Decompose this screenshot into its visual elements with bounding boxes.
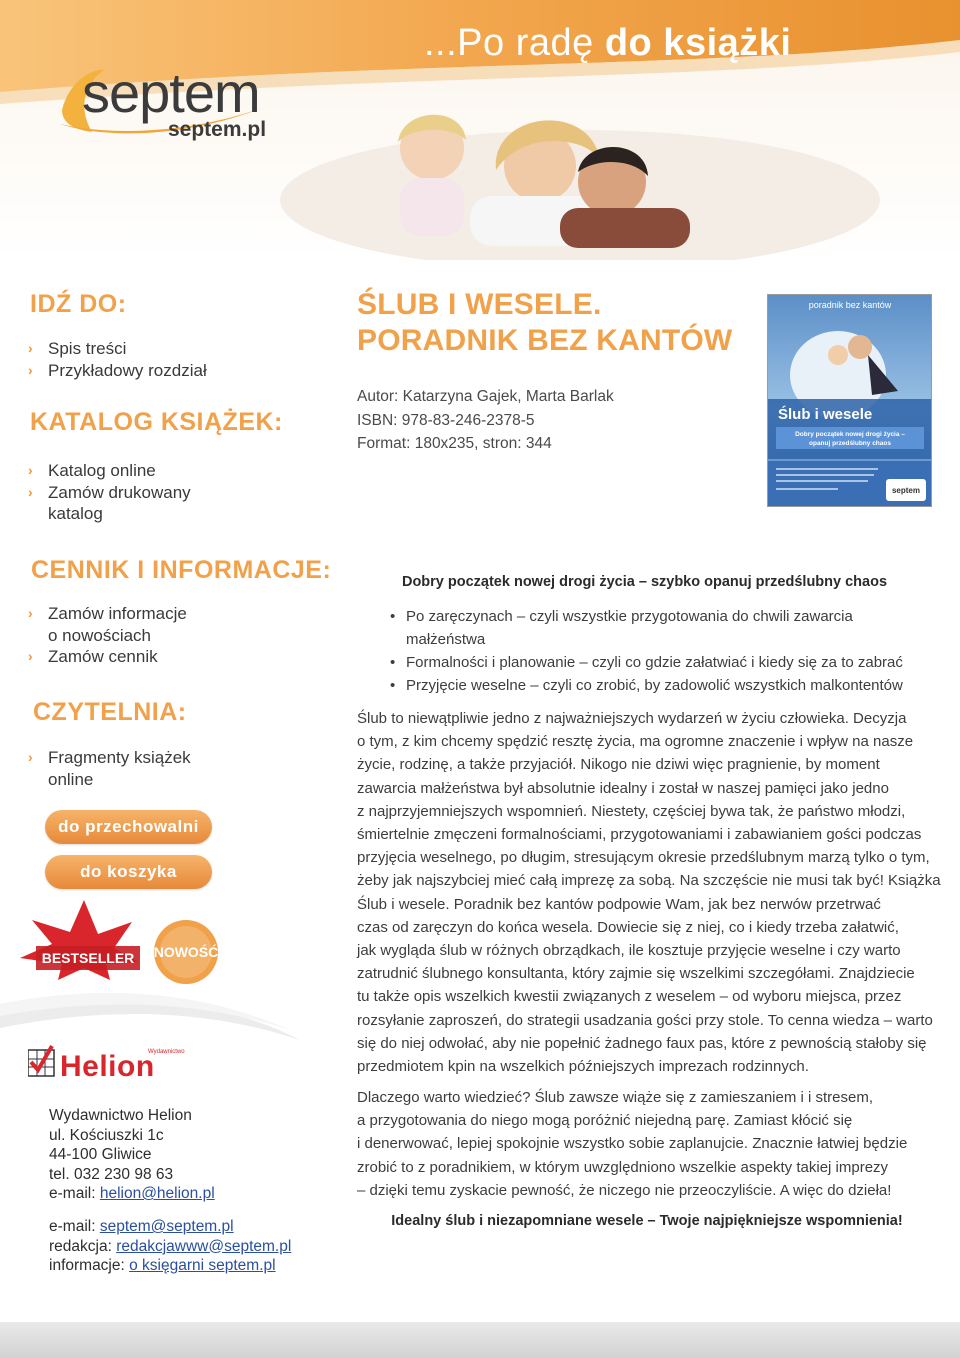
book-title-line2: PORADNIK BEZ KANTÓW bbox=[357, 324, 733, 357]
bullet-item: • Po zaręczynach – czyli wszystkie przygotowania do chwili zawarcia małżeństwa bbox=[390, 605, 935, 651]
bestseller-badge[interactable] bbox=[20, 900, 140, 980]
footer-band bbox=[0, 1322, 960, 1358]
header-tagline: ...Po radę do książki bbox=[424, 22, 792, 64]
link-sample-chapter[interactable]: › Przykładowy rozdział bbox=[28, 360, 207, 380]
book-isbn: ISBN: 978-83-246-2378-5 bbox=[357, 411, 535, 429]
catalog-heading: KATALOG KSIĄŻEK: bbox=[30, 408, 283, 436]
chevron-right-icon: › bbox=[28, 361, 33, 378]
publisher-city: 44-100 Gliwice bbox=[49, 1146, 152, 1163]
add-to-cart-button[interactable]: do koszyka bbox=[45, 855, 212, 889]
link-table-of-contents[interactable]: › Spis treści bbox=[28, 339, 127, 358]
content-subhead: Dobry początek nowej drogi życia – szybko opanuj przedślubny chaos bbox=[401, 574, 888, 590]
septem-contact bbox=[49, 1217, 291, 1276]
chevron-right-icon: › bbox=[28, 483, 33, 500]
chevron-right-icon: › bbox=[28, 749, 33, 765]
goto-list bbox=[28, 338, 207, 381]
book-title bbox=[357, 287, 757, 359]
chevron-right-icon: › bbox=[28, 605, 33, 621]
septem-logo[interactable]: septem bbox=[82, 61, 260, 124]
publisher-contact bbox=[49, 1106, 215, 1204]
book-title-line1: ŚLUB I WESELE. bbox=[357, 288, 602, 321]
bullet-item: • Formalności i planowanie – czyli co gdzie załatwiać i kiedy się za to zabrać bbox=[390, 651, 935, 674]
septem-info-link[interactable]: o księgarni septem.pl bbox=[129, 1257, 276, 1274]
book-author: Autor: Katarzyna Gajek, Marta Barlak bbox=[357, 388, 614, 405]
decorative-swoosh bbox=[0, 980, 330, 1040]
link-order-pricelist[interactable]: › Zamów cennik bbox=[28, 647, 158, 666]
reading-heading: CZYTELNIA: bbox=[33, 698, 187, 726]
helion-email-link[interactable]: helion@helion.pl bbox=[99, 1185, 215, 1202]
cover-subtitle1: Dobry początek nowej drogi życia – bbox=[795, 431, 905, 438]
book-cover-art bbox=[768, 295, 931, 506]
book-format: Format: 180x235, stron: 344 bbox=[357, 435, 552, 452]
link-book-fragments[interactable]: › Fragmenty książek bbox=[28, 748, 191, 767]
book-meta bbox=[357, 385, 614, 456]
description-paragraph-1: Ślub to niewątpliwie jedno z najważniejszych wydarzeń w życiu człowieka. Decyzja o tym, z kim chcemy spędzić resztę życia, ma ogromne znaczenie i wpływ na nasze życie, rodzinę, a także przyjaciół. Nikogo nie dziwi więc pragnienie, by moment zawarcia małżeństwa był absolutnie idealny i został w naszej pamięci jako jedno z najprzyjemniejszych wspomnień. Niestety, częściej bywa tak, że państwo młodzi, śmiertelnie zmęczeni formalnościami, przygotowaniami i zabawianiem gości podczas przyjęcia weselnego, po długim, stresującym okresie przedślubnym marzą tylko o tym, żeby jak najszybciej mieć całą imprezę za sobą. Na szczęście nie musi tak być! Książka Ślub i wesele. Poradnik bez kantów podpowie Wam, jak bez nerwów przetrwać czas od zaręczyn do końca wesela. Dowiecie się z niej, co i kiedy trzeba załatwić, jak wygląda ślub w różnych obrządkach, ile kosztuje przyjęcie weselne i czy warto zatrudnić ślubnego konsultanta, który zajmie się wszelkimi szczegółami. Znajdziecie tu także opis wszelkich kwestii związanych z weselem – od wyboru miejsca, przez rozsyłanie zaproszeń, do strategii usadzania gości przy stole. To cenna wiedza – warto się do niej odwołać, aby nie popełnić żadnego faux pas, które z pewnością stałoby się przedmiotem kpin na wszelkich późniejszych imprezach rodzinnych. bbox=[357, 710, 941, 1076]
chevron-right-icon: › bbox=[28, 340, 33, 356]
feature-bullets bbox=[390, 605, 935, 697]
add-to-storage-button[interactable]: do przechowalni bbox=[45, 810, 212, 844]
pricing-list bbox=[28, 603, 187, 668]
sidebar bbox=[0, 260, 330, 1320]
chevron-right-icon: › bbox=[28, 462, 33, 478]
pricing-heading: CENNIK I INFORMACJE: bbox=[31, 556, 332, 584]
cover-subtitle2: opanuj przedślubny chaos bbox=[809, 440, 891, 447]
link-book-fragments-cont[interactable]: online bbox=[48, 769, 94, 789]
septem-email-row: e-mail: septem@septem.pl bbox=[49, 1218, 234, 1235]
bestseller-label: BESTSELLER bbox=[41, 950, 135, 966]
septem-logo-url[interactable]: septem.pl bbox=[168, 118, 267, 141]
helion-logo-small: Wydawnictwo bbox=[148, 1049, 185, 1055]
new-badge[interactable] bbox=[154, 920, 219, 984]
septem-editor-row: redakcja: redakcjawww@septem.pl bbox=[49, 1237, 292, 1255]
catalog-list bbox=[28, 460, 191, 525]
goto-heading: IDŹ DO: bbox=[30, 290, 127, 318]
publisher-name: Wydawnictwo Helion bbox=[49, 1107, 192, 1124]
book-cover[interactable] bbox=[767, 294, 932, 507]
reading-list bbox=[28, 747, 191, 790]
link-order-printed-catalog[interactable]: › Zamów drukowany bbox=[28, 482, 191, 502]
septem-info-row: informacje: o księgarni septem.pl bbox=[49, 1257, 276, 1274]
link-order-news[interactable]: › Zamów informacje bbox=[28, 604, 187, 623]
closing-slogan: Idealny ślub i niezapomniane wesele – Twoje najpiękniejsze wspomnienia! bbox=[391, 1213, 903, 1229]
publisher-email-row: e-mail: helion@helion.pl bbox=[49, 1185, 215, 1202]
septem-email-link[interactable]: septem@septem.pl bbox=[99, 1218, 234, 1235]
septem-editor-link[interactable]: redakcjawww@septem.pl bbox=[116, 1237, 292, 1255]
link-catalog-online[interactable]: › Katalog online bbox=[28, 461, 156, 480]
link-order-printed-catalog-cont[interactable]: katalog bbox=[48, 504, 103, 523]
bullet-item: • Przyjęcie weselne – czyli co zrobić, by zadowolić wszystkich malkontentów bbox=[390, 674, 935, 697]
badges bbox=[14, 896, 254, 986]
cover-series: poradnik bez kantów bbox=[808, 300, 892, 310]
helion-logo-name: Helion bbox=[60, 1050, 155, 1082]
link-order-news-cont[interactable]: o nowościach bbox=[48, 625, 152, 645]
chevron-right-icon: › bbox=[28, 648, 33, 664]
new-label: NOWOŚĆ bbox=[153, 944, 219, 960]
publisher-street: ul. Kościuszki 1c bbox=[49, 1126, 164, 1144]
cover-brand: septem bbox=[891, 486, 921, 495]
helion-logo[interactable] bbox=[28, 1042, 188, 1082]
cover-title: Ślub i wesele bbox=[778, 406, 873, 423]
description-paragraph-2: Dlaczego warto wiedzieć? Ślub zawsze wiąże się z zamieszaniem i i stresem, a przygotowania do niego mogą poróżnić niejedną parę. Zamiast kłócić się i denerwować, lepiej spokojnie wszystko sobie zaplanujcie. Znacznie łatwiej będzie zrobić to z poradnikiem, w którym uwzględniono wszelkie aspekty takiej imprezy – dzięki temu zyskacie pewność, że niczego nie przeoczyliście. A więc do dzieła! bbox=[357, 1089, 908, 1199]
publisher-phone: tel. 032 230 98 63 bbox=[49, 1165, 174, 1183]
page-header bbox=[0, 0, 960, 260]
